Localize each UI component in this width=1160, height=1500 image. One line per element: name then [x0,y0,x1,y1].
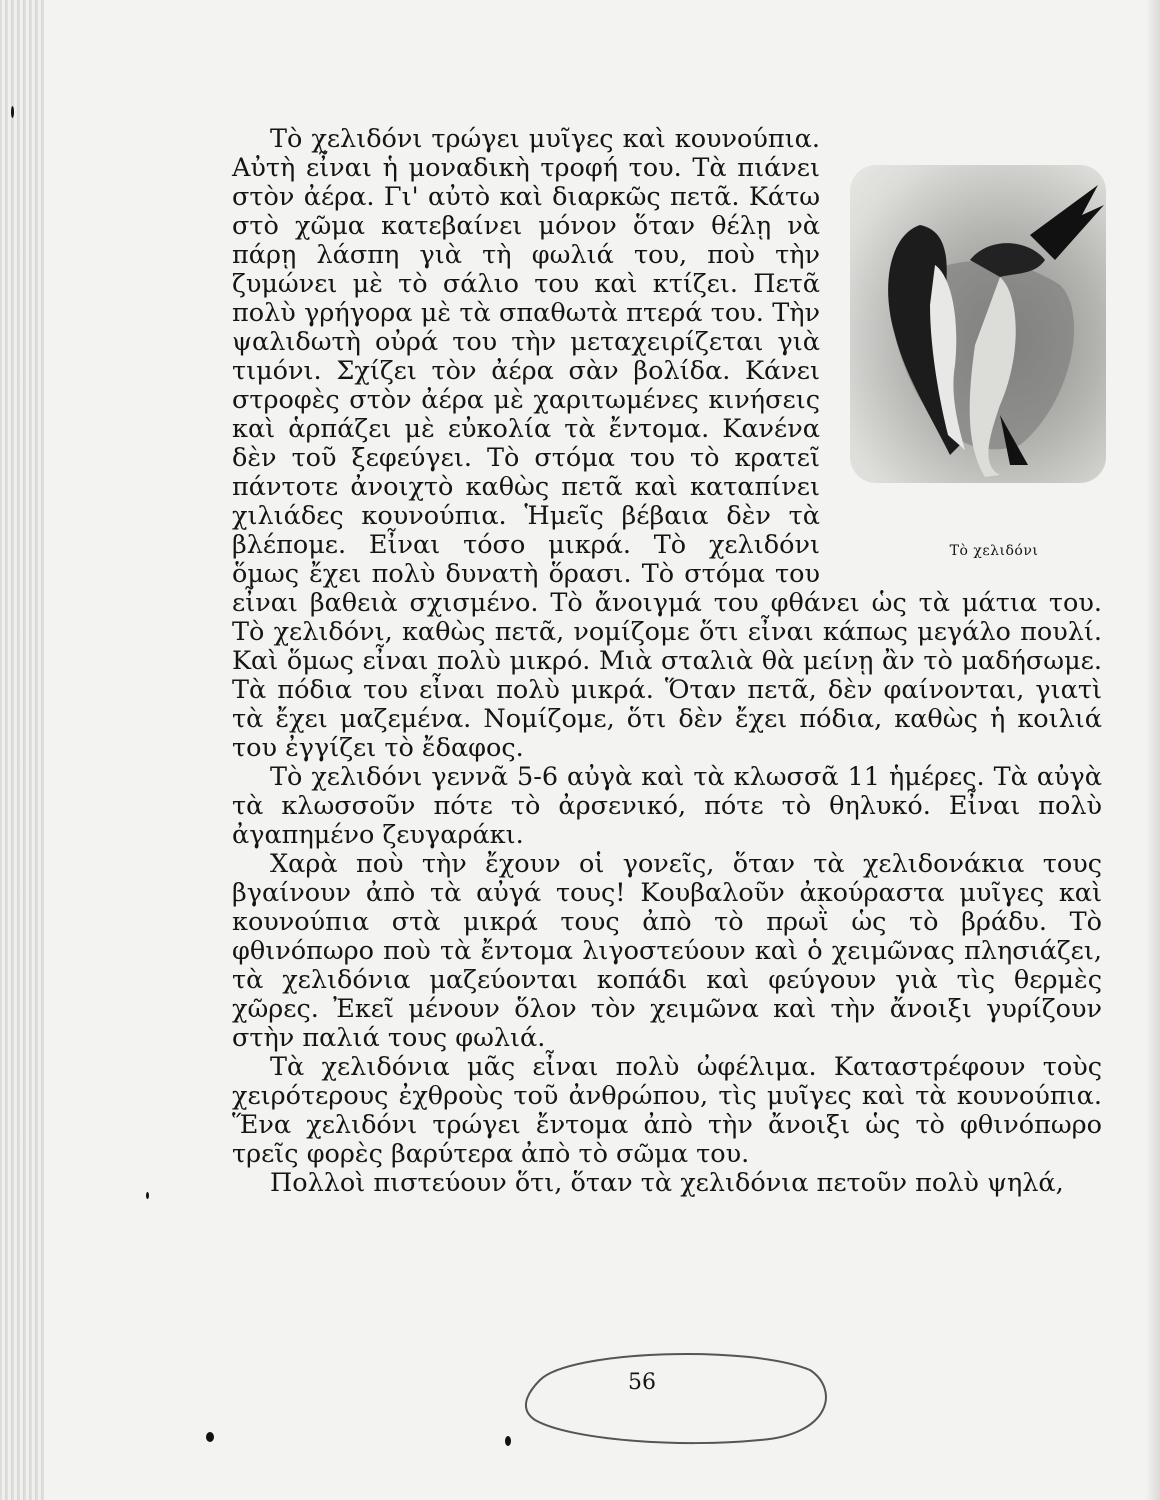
paragraph-3: Χαρὰ ποὺ τὴν ἔχουν οἱ γονεῖς, ὅταν τὰ χελιδονάκια τους βγαίνουν ἀπὸ τὰ αὐγά τους! Κουβαλοῦν ἀκούραστα μυῖγες καὶ κουνούπια στὰ μικρά τους ἀπὸ τὸ πρωῒ ὡς τὸ βράδυ. Τὸ φθινόπωρο ποὺ τὰ ἔντομα λιγοστεύουν καὶ ὁ χειμῶνας πλησιάζει, τὰ χελιδόνια μαζεύονται κοπάδι καὶ φεύγουν γιὰ τὶς θερμὲς χῶρες. Ἐκεῖ μένουν ὅλον τὸν χειμῶνα καὶ τὴν ἄνοιξι γυρίζουν στὴν παλιά τους φωλιά. [232,849,1102,1053]
body-text [232,125,1102,1198]
page-edge-right [1146,0,1160,1500]
ink-speck [11,106,14,118]
pencil-scribble-mark [510,1340,840,1450]
ink-speck [505,1436,511,1446]
paragraph-1-text: Τὸ χελιδόνι τρώγει μυῖγες καὶ κουνούπια. Αὐτὴ εἶναι ἡ μοναδικὴ τροφή του. Τὰ πιάνει στὸν ἀέρα. Γι' αὐτὸ καὶ διαρκῶς πετᾶ. Κάτω στὸ χῶμα κατεβαίνει μόνον ὅταν θέλῃ νὰ πάρῃ λάσπη γιὰ τὴ φωλιά του, ποὺ τὴν ζυμώνει μὲ τὸ σάλιο του καὶ κτίζει. Πετᾶ πολὺ γρήγορα μὲ τὰ σπαθωτὰ πτερά του. Τὴν ψαλιδωτὴ οὐρά του τὴν μεταχειρίζεται γιὰ τιμόνι. Σχίζει τὸν ἀέρα σὰν βολίδα. Κάνει στροφὲς στὸν ἀέρα μὲ χαριτωμένες κινήσεις καὶ ἁρπάζει μὲ εὐκολία τὰ ἔντομα. Κανένα δὲν τοῦ ξεφεύγει. Τὸ στόμα του τὸ κρατεῖ πάντοτε ἀνοιχτὸ καθὼς πετᾶ καὶ καταπίνει χιλιάδες κουνούπια. Ἡμεῖς βέβαια δὲν τὰ βλέπομε. Εἶναι τόσο μικρά. Τὸ χελιδόνι ὅμως ἔχει πολὺ δυνατὴ ὅρασι. Τὸ στόμα του εἶναι βαθειὰ σχισμένο. Τὸ ἄνοιγμά του φθάνει ὡς τὰ μάτια του. Τὸ χελιδόνι, καθὼς πετᾶ, νομίζομε ὅτι εἶναι κάπως μεγάλο πουλί. Καὶ ὅμως εἶναι πολὺ μικρό. Μιὰ σταλιὰ θὰ μείνῃ ἂν τὸ μαδήσωμε. Τὰ πόδια του εἶναι πολὺ μικρά. Ὅταν πετᾶ, δὲν φαίνονται, γιατὶ τὰ ἔχει μαζεμένα. Νομίζομε, ὅτι δὲν ἔχει πόδια, καθὼς ἡ κοιλιά του ἐγγίζει τὸ ἔδαφος. [232,124,1102,763]
paragraph-5: Πολλοὶ πιστεύουν ὅτι, ὅταν τὰ χελιδόνια πετοῦν πολὺ ψηλά, [270,1168,1064,1198]
page-number: 56 [628,1370,656,1395]
figure-caption: Τὸ χελιδόνι [949,543,1039,559]
paragraph-4: Τὰ χελιδόνια μᾶς εἶναι πολὺ ὠφέλιμα. Καταστρέφουν τοὺς χειρότερους ἐχθροὺς τοῦ ἀνθρώπου, τὶς μυῖγες καὶ τὰ κουνούπια. Ἕνα χελιδόνι τρώγει ἔντομα ἀπὸ τὴν ἄνοιξι ὡς τὸ φθινόπωρο τρεῖς φορὲς βαρύτερα ἀπὸ τὸ σῶμα του. [232,1052,1102,1169]
paragraph-1 [232,125,1102,763]
ink-speck [206,1432,214,1442]
paragraph-2: Τὸ χελιδόνι γεννᾶ 5-6 αὐγὰ καὶ τὰ κλωσσᾶ 11 ἡμέρες. Τὰ αὐγὰ τὰ κλωσσοῦν πότε τὸ ἀρσενικό, πότε τὸ θηλυκό. Εἶναι πολὺ ἀγαπημένο ζευγαράκι. [232,762,1102,850]
figure [844,127,1106,565]
swallows-photo [850,165,1106,483]
page-edge-left [0,0,44,1500]
swallows-photo-icon [850,165,1106,483]
ink-speck [146,1192,149,1199]
